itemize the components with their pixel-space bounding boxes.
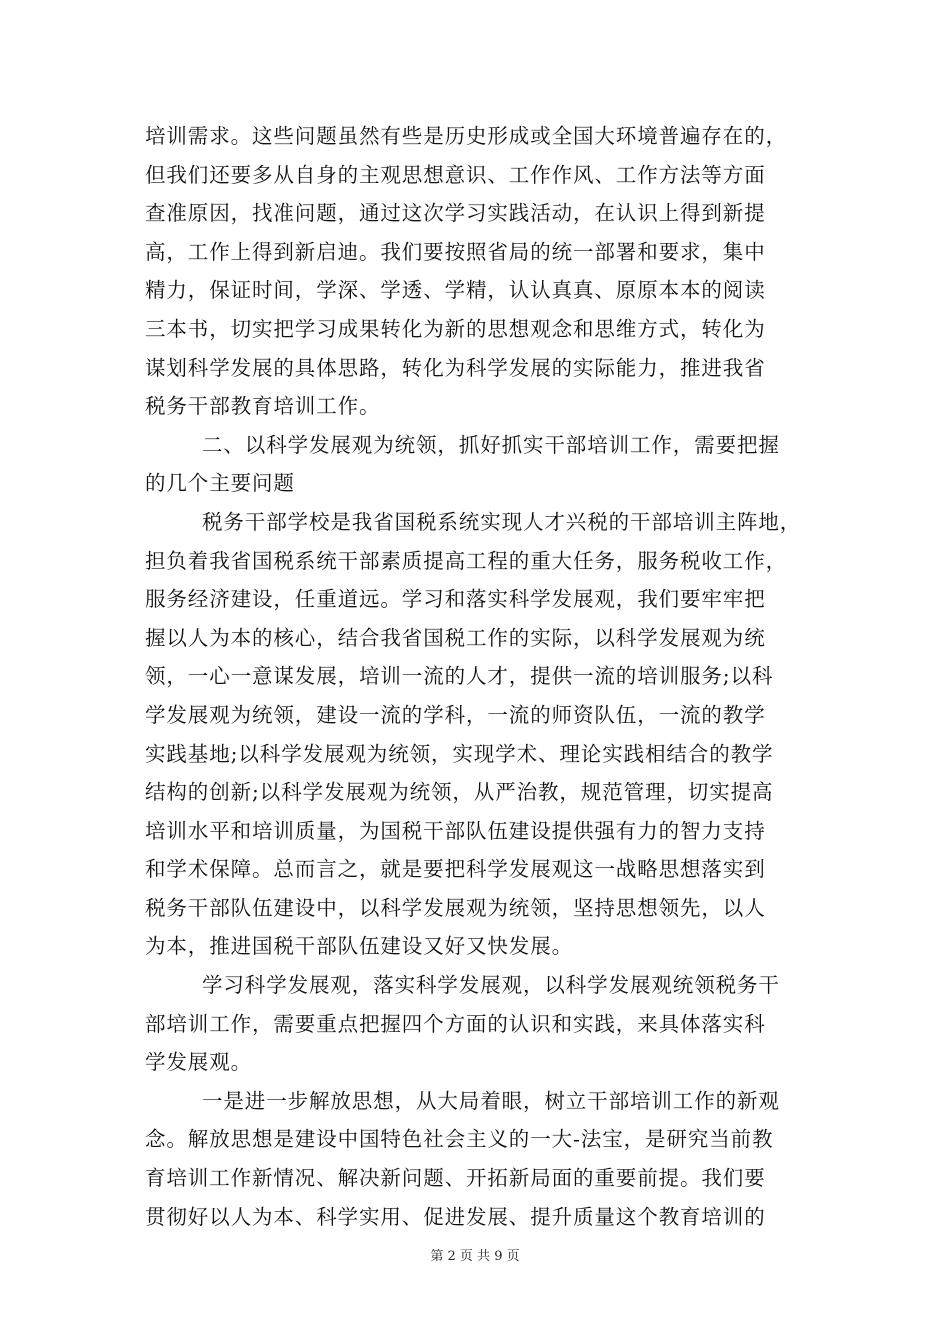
- text-line: 查准原因，找准问题，通过这次学习实践活动，在认识上得到新提: [145, 201, 766, 226]
- text-line: 税务干部队伍建设中，以科学发展观为统领，坚持思想领先，以人: [145, 895, 766, 920]
- paragraph: [145, 426, 805, 503]
- text-line: 税务干部学校是我省国税系统实现人才兴税的干部培训主阵地，: [202, 509, 802, 534]
- text-line: 学发展观为统领，建设一流的学科，一流的师资队伍，一流的教学: [145, 702, 766, 727]
- text-line: 念。解放思想是建设中国特色社会主义的一大-法宝，是研究当前教: [145, 1127, 774, 1152]
- text-line: 担负着我省国税系统干部素质提高工程的重大任务，服务税收工作，: [145, 548, 787, 573]
- text-line: 谋划科学发展的具体思路，转化为科学发展的实际能力，推进我省: [145, 355, 766, 380]
- document-body: [145, 117, 805, 1236]
- text-line: 结构的创新;以科学发展观为统领，从严治教，规范管理，切实提高: [145, 780, 774, 805]
- text-line: 领，一心一意谋发展，培训一流的人才，提供一流的培训服务;以科: [145, 664, 774, 689]
- paragraph: [145, 503, 805, 966]
- text-line: 贯彻好以人为本、科学实用、促进发展、提升质量这个教育培训的: [145, 1204, 766, 1229]
- page-number-label: 第 2 页 共 9 页: [430, 1249, 520, 1264]
- text-line: 培训水平和培训质量，为国税干部队伍建设提供强有力的智力支持: [145, 818, 766, 843]
- text-line: 和学术保障。总而言之，就是要把科学发展观这一战略思想落实到: [145, 857, 766, 882]
- text-line: 但我们还要多从自身的主观思想意识、工作作风、工作方法等方面: [145, 162, 766, 187]
- text-line: 实践基地;以科学发展观为统领，实现学术、理论实践相结合的教学: [145, 741, 774, 766]
- text-line: 育培训工作新情况、解决新问题、开拓新局面的重要前提。我们要: [145, 1166, 766, 1191]
- text-line: 一是进一步解放思想，从大局着眼，树立干部培训工作的新观: [202, 1088, 780, 1113]
- paragraph: [145, 117, 805, 426]
- paragraph: [145, 966, 805, 1082]
- page-footer: [0, 1245, 950, 1264]
- text-line: 学习科学发展观，落实科学发展观，以科学发展观统领税务干: [202, 973, 780, 998]
- text-line: 为本，推进国税干部队伍建设又好又快发展。: [145, 934, 573, 959]
- text-line: 高，工作上得到新启迪。我们要按照省局的统一部署和要求，集中: [145, 239, 766, 264]
- text-line: 部培训工作，需要重点把握四个方面的认识和实践，来具体落实科: [145, 1011, 766, 1036]
- text-line: 握以人为本的核心，结合我省国税工作的实际，以科学发展观为统: [145, 625, 766, 650]
- text-line: 精力，保证时间，学深、学透、学精，认认真真、原原本本的阅读: [145, 278, 766, 303]
- paragraph: [145, 1082, 805, 1236]
- text-line: 服务经济建设，任重道远。学习和落实科学发展观，我们要牢牢把: [145, 587, 766, 612]
- text-line: 税务干部教育培训工作。: [145, 394, 381, 419]
- text-line: 培训需求。这些问题虽然有些是历史形成或全国大环境普遍存在的，: [145, 124, 787, 148]
- text-line: 三本书，切实把学习成果转化为新的思想观念和思维方式，转化为: [145, 316, 766, 341]
- text-line: 学发展观。: [145, 1050, 252, 1075]
- text-line: 二、以科学发展观为统领，抓好抓实干部培训工作，需要把握: [202, 432, 780, 457]
- text-line: 的几个主要问题: [145, 471, 295, 496]
